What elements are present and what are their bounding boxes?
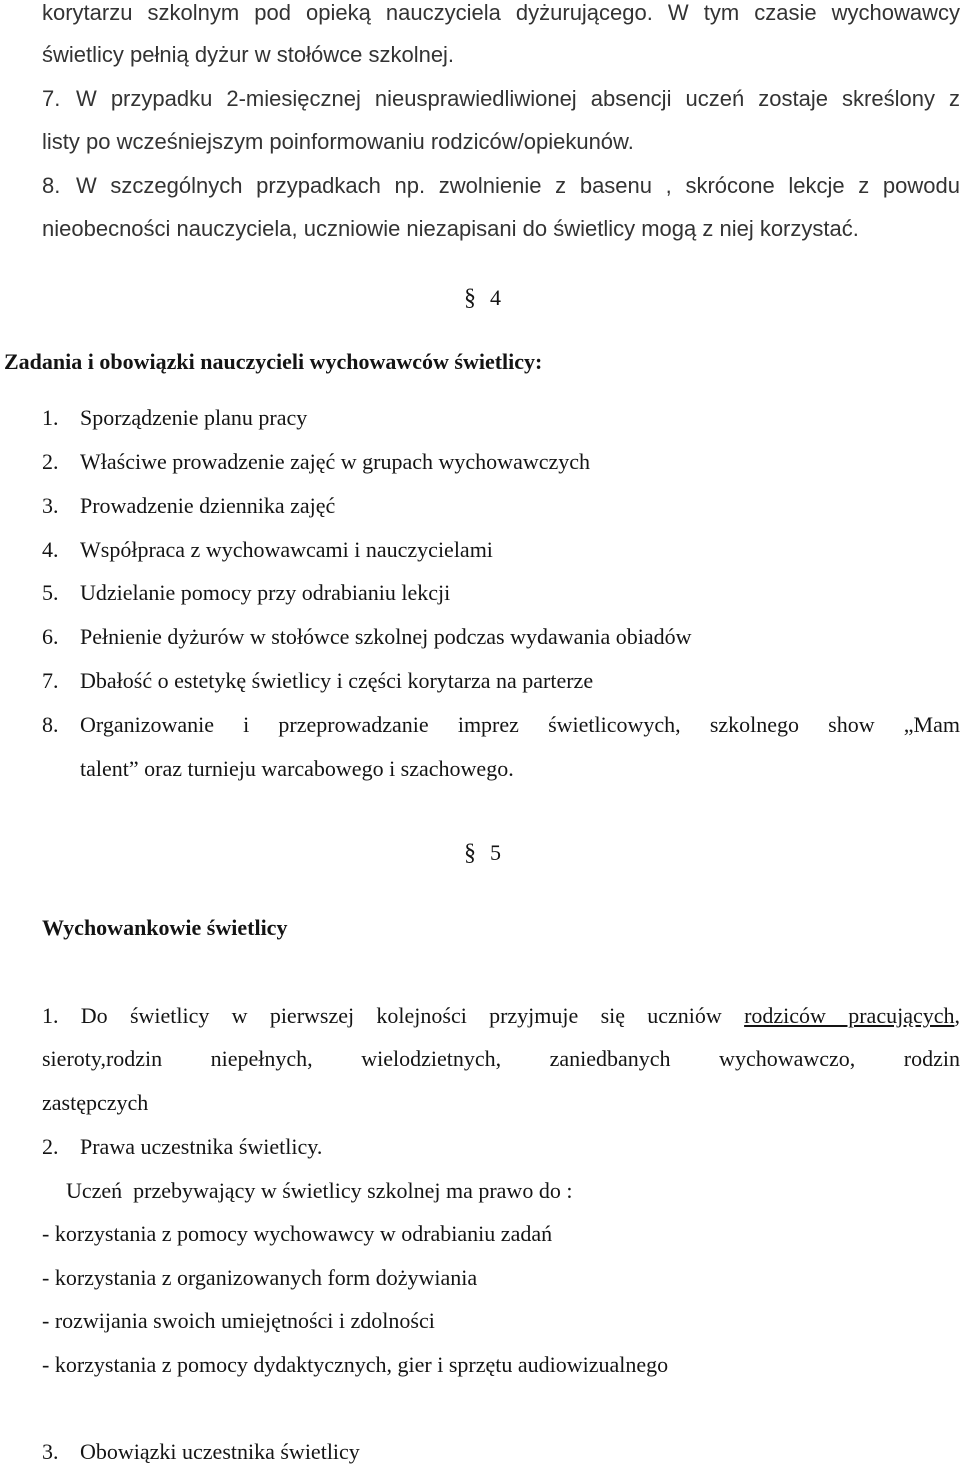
section-number: 4 <box>490 285 501 310</box>
list-item <box>42 622 692 652</box>
list-item-text: nieobecności nauczyciela, uczniowie niezapisani do świetlicy mogą z niej korzystać. <box>42 214 859 244</box>
list-number: 8. <box>42 710 59 740</box>
list-item-text <box>42 1001 960 1031</box>
list-number: 1. <box>42 403 80 433</box>
list-item <box>42 578 450 608</box>
list-number: 7. <box>42 84 60 114</box>
list-number: 5. <box>42 578 80 608</box>
section-number: 5 <box>490 840 501 865</box>
list-item-text: Sporządzenie planu pracy <box>80 405 307 430</box>
list-item-text: Prawa uczestnika świetlicy. <box>80 1134 322 1159</box>
list-item-text: Prowadzenie dziennika zajęć <box>80 493 335 518</box>
section-heading: Zadania i obowiązki nauczycieli wychowawców świetlicy: <box>4 347 542 377</box>
list-item <box>42 403 307 433</box>
paragraph-line: korytarzu szkolnym pod opieką nauczyciela dyżurującego. W tym czasie wychowawcy <box>42 0 960 28</box>
list-item-text: Udzielanie pomocy przy odrabianiu lekcji <box>80 580 450 605</box>
list-number: 7. <box>42 666 80 696</box>
list-item: - korzystania z pomocy dydaktycznych, gier i sprzętu audiowizualnego <box>42 1350 668 1380</box>
list-number: 3. <box>42 1437 80 1467</box>
list-item: - korzystania z pomocy wychowawcy w odrabianiu zadań <box>42 1219 552 1249</box>
list-number: 2. <box>42 447 80 477</box>
list-item <box>42 491 335 521</box>
list-number: 6. <box>42 622 80 652</box>
list-item <box>42 1132 322 1162</box>
list-item-text: Obowiązki uczestnika świetlicy <box>80 1439 360 1464</box>
list-number: 8. <box>42 171 60 201</box>
list-item-text: Organizowanie i przeprowadzanie imprez świetlicowych, szkolnego show „Mam <box>80 710 960 740</box>
list-item: - rozwijania swoich umiejętności i zdolności <box>42 1306 435 1336</box>
list-number: 2. <box>42 1132 80 1162</box>
rights-intro: Uczeń przebywający w świetlicy szkolnej ma prawo do : <box>66 1176 572 1206</box>
list-item <box>42 447 590 477</box>
list-item-text: W przypadku 2-miesięcznej nieusprawiedliwionej absencji uczeń zostaje skreślony z <box>76 84 960 114</box>
paragraph-marker <box>464 285 501 312</box>
paragraph-marker <box>464 840 501 867</box>
underlined-text: rodziców pracujących <box>744 1003 954 1028</box>
text-span: , <box>955 1003 960 1028</box>
list-item-text: Właściwe prowadzenie zajęć w grupach wychowawczych <box>80 449 590 474</box>
list-number: 3. <box>42 491 80 521</box>
list-item <box>42 1437 360 1467</box>
list-item-text: listy po wcześniejszym poinformowaniu rodziców/opiekunów. <box>42 127 634 157</box>
list-item-text: Pełnienie dyżurów w stołówce szkolnej podczas wydawania obiadów <box>80 624 692 649</box>
list-item-text: zastępczych <box>42 1088 148 1118</box>
list-item <box>42 666 593 696</box>
list-item-text: W szczególnych przypadkach np. zwolnienie z basenu , skrócone lekcje z powodu <box>76 171 960 201</box>
list-item-text: talent” oraz turnieju warcabowego i szachowego. <box>80 754 514 784</box>
paragraph-line: świetlicy pełnią dyżur w stołówce szkolnej. <box>42 40 454 70</box>
list-item-text: Współpraca z wychowawcami i nauczycielami <box>80 537 493 562</box>
list-item-text: sieroty,rodzin niepełnych, wielodzietnych, zaniedbanych wychowawczo, rodzin <box>42 1044 960 1074</box>
section-sign: § <box>464 285 476 311</box>
section-sign: § <box>464 840 476 866</box>
section-heading: Wychowankowie świetlicy <box>42 913 287 943</box>
list-item <box>42 535 493 565</box>
list-item-text: Dbałość o estetykę świetlicy i części korytarza na parterze <box>80 668 593 693</box>
list-item: - korzystania z organizowanych form dożywiania <box>42 1263 477 1293</box>
text-span: 1. Do świetlicy w pierwszej kolejności przyjmuje się uczniów <box>42 1003 722 1028</box>
list-number: 4. <box>42 535 80 565</box>
